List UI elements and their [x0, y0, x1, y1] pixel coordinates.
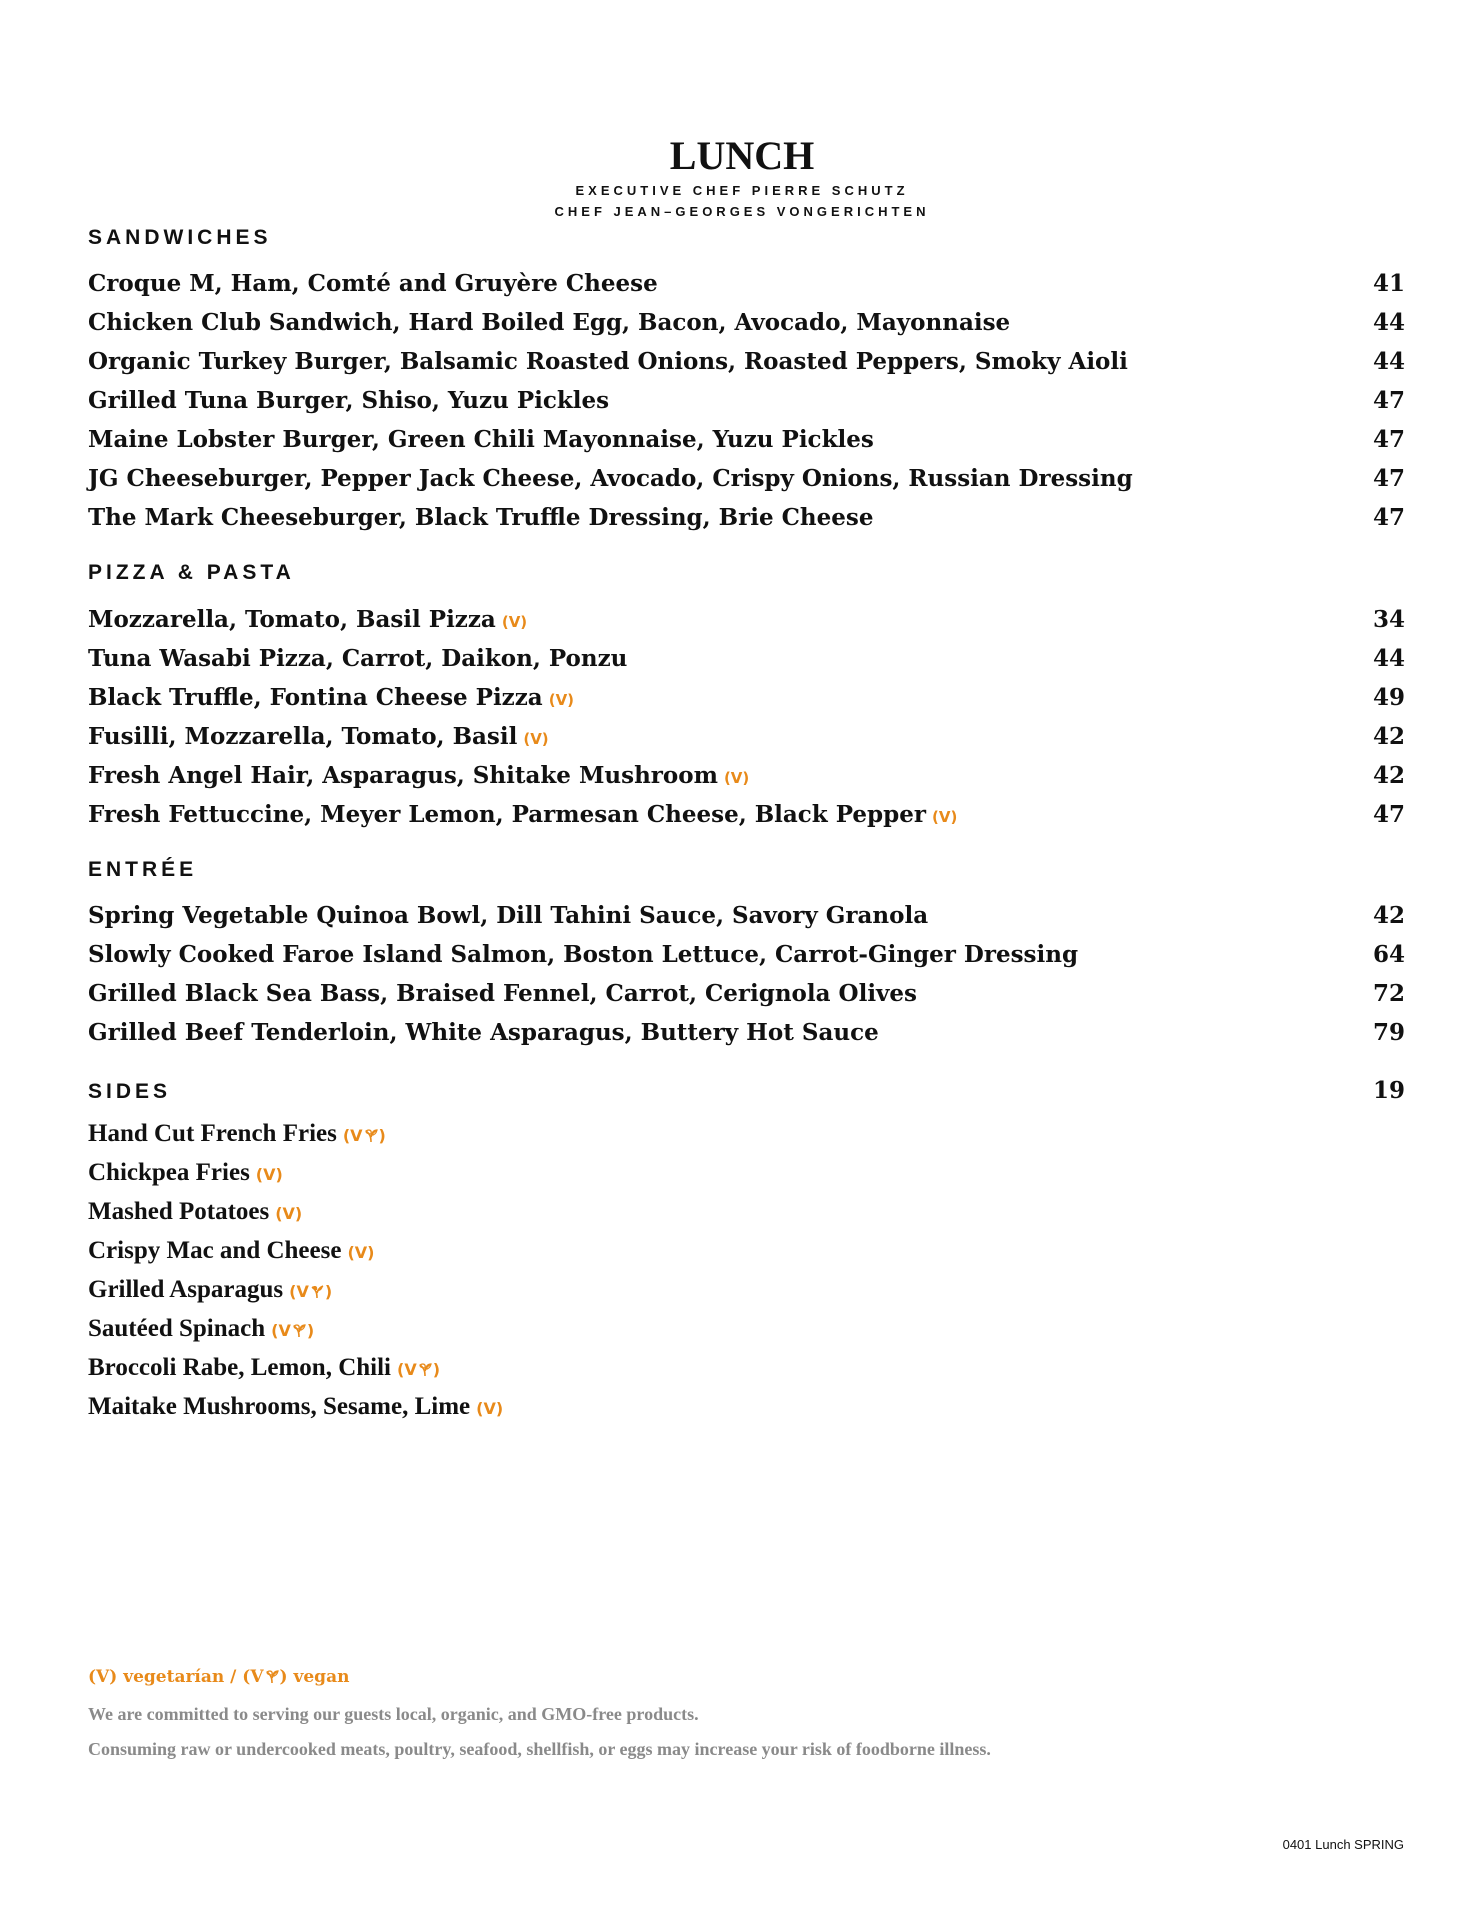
menu-item-price: 47 — [1372, 426, 1405, 453]
health-warning: Consuming raw or undercooked meats, poultry, seafood, shellfish, or eggs may increase your risk of foodborne illness. — [88, 1739, 991, 1759]
menu-item — [88, 902, 1405, 934]
menu-item-price: 44 — [1372, 309, 1405, 336]
menu-item — [88, 980, 1405, 1012]
menu-item-price: 44 — [1372, 645, 1405, 672]
menu-item-name: Grilled Black Sea Bass, Braised Fennel, Carrot, Cerignola Olives — [88, 980, 917, 1007]
page-title: LUNCH — [669, 133, 815, 178]
side-item-name: Hand Cut French Fries — [88, 1120, 337, 1147]
side-item — [88, 1393, 503, 1425]
menu-item — [88, 762, 1405, 794]
menu-item-price: 47 — [1372, 387, 1405, 414]
side-item-name: Grilled Asparagus — [88, 1276, 284, 1303]
section-heading-sides: SIDES — [88, 1080, 172, 1103]
menu-code: 0401 Lunch SPRING — [1282, 1837, 1404, 1852]
side-item-name: Chickpea Fries — [88, 1159, 250, 1186]
side-item — [88, 1159, 283, 1191]
menu-item-name: Spring Vegetable Quinoa Bowl, Dill Tahini Sauce, Savory Granola — [88, 902, 929, 929]
menu-item-name: Grilled Tuna Burger, Shiso, Yuzu Pickles — [88, 387, 610, 414]
menu-item — [88, 606, 1405, 638]
vegan-tag: (V ) — [342, 1126, 386, 1145]
side-item — [88, 1315, 314, 1347]
menu-item-name: Fresh Fettuccine, Meyer Lemon, Parmesan Cheese, Black Pepper — [88, 801, 926, 828]
menu-item — [88, 309, 1405, 341]
menu-item — [88, 270, 1405, 302]
menu-item — [88, 723, 1405, 755]
menu-item — [88, 801, 1405, 833]
vegetarian-tag: (V) — [476, 1399, 504, 1418]
menu-item — [88, 941, 1405, 973]
menu-item-name: Maine Lobster Burger, Green Chili Mayonnaise, Yuzu Pickles — [88, 426, 874, 453]
leaf-icon — [363, 1127, 379, 1143]
side-item — [88, 1354, 440, 1386]
vegetarian-tag: (V) — [275, 1204, 303, 1223]
side-item-name: Sautéed Spinach — [88, 1315, 266, 1342]
vegetarian-tag: (V) — [548, 691, 575, 709]
chef-line: CHEF JEAN–GEORGES VONGERICHTEN — [554, 204, 930, 219]
vegan-tag: (V ) — [271, 1321, 315, 1340]
menu-item-price: 41 — [1372, 270, 1405, 297]
menu-item-name: Grilled Beef Tenderloin, White Asparagus, Buttery Hot Sauce — [88, 1019, 879, 1046]
vegetarian-tag: (V) — [723, 769, 750, 787]
menu-item — [88, 645, 1405, 677]
menu-item — [88, 348, 1405, 380]
vegan-tag: (V ) — [289, 1282, 333, 1301]
menu-item-price: 42 — [1372, 723, 1405, 750]
side-item-name: Crispy Mac and Cheese — [88, 1237, 342, 1264]
section-heading-sandwiches: SANDWICHES — [88, 226, 272, 249]
vegetarian-tag: (V) — [501, 613, 528, 631]
menu-item-price: 64 — [1372, 941, 1405, 968]
side-item-name: Mashed Potatoes — [88, 1198, 270, 1225]
menu-item-name: JG Cheeseburger, Pepper Jack Cheese, Avocado, Crispy Onions, Russian Dressing — [88, 465, 1133, 492]
menu-item — [88, 504, 1405, 536]
menu-item — [88, 426, 1405, 458]
sides-heading-row — [88, 1077, 1405, 1109]
sourcing-note: We are committed to serving our guests local, organic, and GMO-free products. — [88, 1704, 699, 1724]
menu-item — [88, 465, 1405, 497]
menu-item-name: Croque M, Ham, Comté and Gruyère Cheese — [88, 270, 658, 297]
vegetarian-tag: (V) — [523, 730, 549, 748]
leaf-icon — [309, 1283, 325, 1299]
menu-item — [88, 387, 1405, 419]
menu-item-price: 47 — [1372, 465, 1405, 492]
leaf-icon — [417, 1361, 433, 1377]
menu-item-price: 47 — [1372, 801, 1405, 828]
vegetarian-tag: (V) — [347, 1243, 375, 1262]
menu-item-name: Mozzarella, Tomato, Basil Pizza — [88, 606, 496, 633]
menu-item-price: 34 — [1372, 606, 1405, 633]
menu-item-price: 72 — [1372, 980, 1405, 1007]
side-item-name: Maitake Mushrooms, Sesame, Lime — [88, 1393, 471, 1420]
menu-item-name: Fusilli, Mozzarella, Tomato, Basil — [88, 723, 518, 750]
side-item — [88, 1276, 332, 1308]
sides-price: 19 — [1372, 1077, 1405, 1104]
menu-item-price: 47 — [1372, 504, 1405, 531]
menu-item — [88, 1019, 1405, 1051]
executive-chef-line: EXECUTIVE CHEF PIERRE SCHUTZ — [575, 183, 909, 198]
menu-item-name: Black Truffle, Fontina Cheese Pizza — [88, 684, 543, 711]
leaf-icon — [264, 1668, 280, 1684]
menu-item-name: Organic Turkey Burger, Balsamic Roasted Onions, Roasted Peppers, Smoky Aioli — [88, 348, 1128, 375]
vegan-tag: (V ) — [397, 1360, 441, 1379]
menu-item-price: 79 — [1372, 1019, 1405, 1046]
menu-item-price: 44 — [1372, 348, 1405, 375]
leaf-icon — [291, 1322, 307, 1338]
side-item — [88, 1198, 302, 1230]
section-heading-pizza-pasta: PIZZA & PASTA — [88, 561, 295, 584]
vegetarian-tag: (V) — [255, 1165, 283, 1184]
menu-item-name: Chicken Club Sandwich, Hard Boiled Egg, Bacon, Avocado, Mayonnaise — [88, 309, 1011, 336]
menu-item — [88, 684, 1405, 716]
menu-item-name: The Mark Cheeseburger, Black Truffle Dressing, Brie Cheese — [88, 504, 874, 531]
dietary-legend: (V) vegetarían / (V ) vegan — [88, 1667, 350, 1687]
vegetarian-tag: (V) — [931, 808, 958, 826]
menu-item-name: Slowly Cooked Faroe Island Salmon, Boston Lettuce, Carrot-Ginger Dressing — [88, 941, 1079, 968]
menu-item-price: 42 — [1372, 902, 1405, 929]
menu-item-name: Fresh Angel Hair, Asparagus, Shitake Mushroom — [88, 762, 718, 789]
side-item — [88, 1120, 386, 1152]
section-heading-entree: ENTRÉE — [88, 858, 198, 881]
menu-item-price: 49 — [1372, 684, 1405, 711]
side-item-name: Broccoli Rabe, Lemon, Chili — [88, 1354, 392, 1381]
menu-item-price: 42 — [1372, 762, 1405, 789]
menu-item-name: Tuna Wasabi Pizza, Carrot, Daikon, Ponzu — [88, 645, 628, 672]
side-item — [88, 1237, 374, 1269]
